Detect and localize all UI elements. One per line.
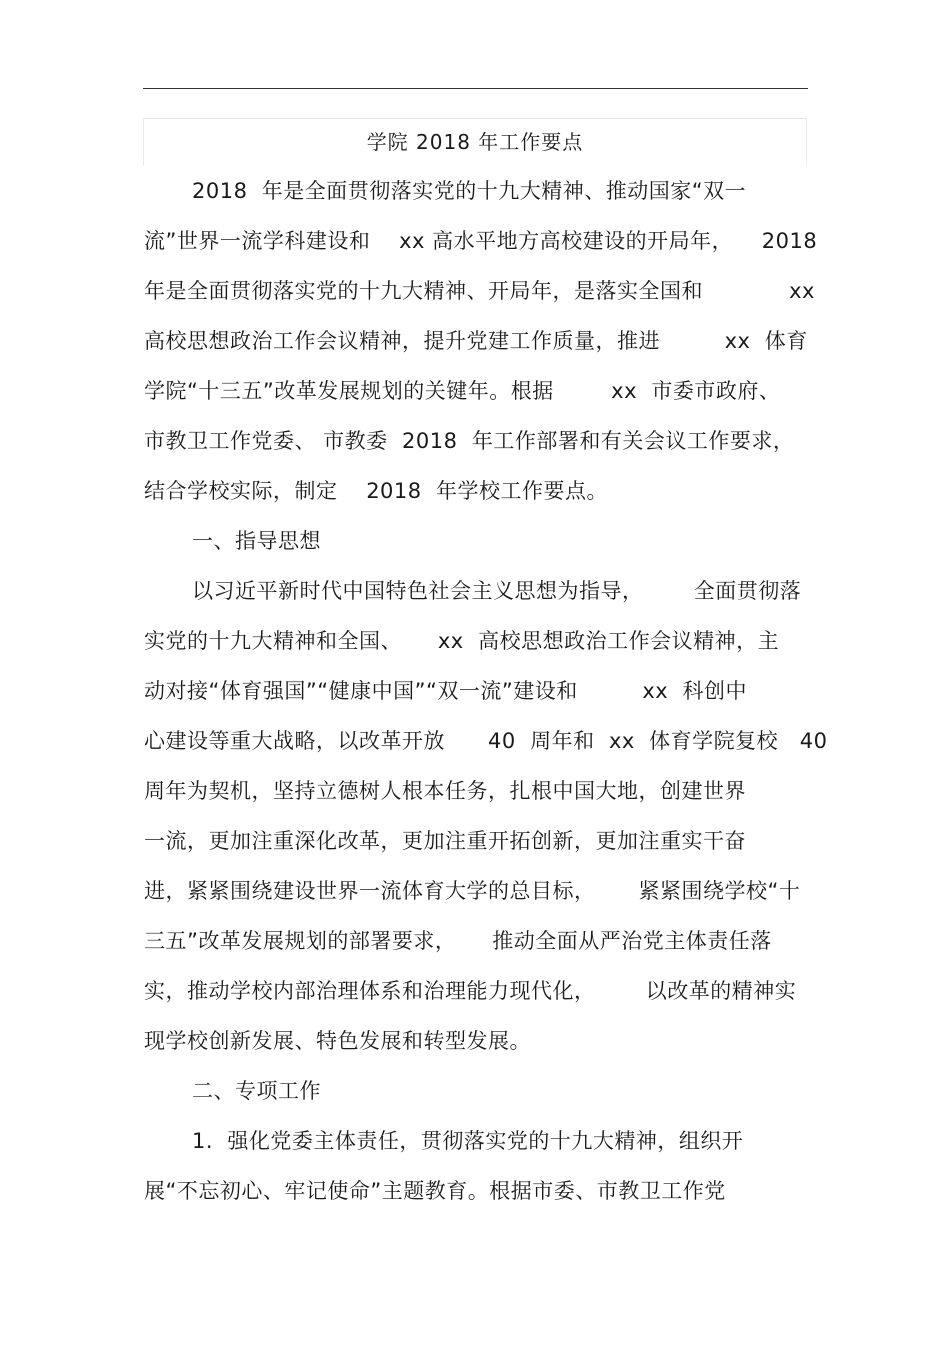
paragraph-line: 展“不忘初心、牢记使命”主题教育。根据市委、市教卫工作党 xyxy=(144,1179,726,1203)
paragraph-line: 市教卫工作党委、 市教委 2018 年工作部署和有关会议工作要求， xyxy=(144,429,795,453)
paragraph-line: 周年为契机，坚持立德树人根本任务，扎根中国大地，创建世界 xyxy=(144,779,746,803)
section-heading: 一、指导思想 xyxy=(192,529,321,553)
paragraph-line: 心建设等重大战略，以改革开放 40 周年和 xx 体育学院复校 40 xyxy=(144,729,828,753)
paragraph-line: 学院“十三五”改革发展规划的关键年。根据 xx 市委市政府、 xyxy=(144,379,781,403)
paragraph-line: 实，推动学校内部治理体系和治理能力现代化， 以改革的精神实 xyxy=(144,979,797,1003)
paragraph-line: 1. 强化党委主体责任，贯彻落实党的十九大精神，组织开 xyxy=(192,1129,744,1153)
paragraph-line: 一流，更加注重深化改革，更加注重开拓创新，更加注重实干奋 xyxy=(144,829,746,853)
paragraph-line: 进，紧紧围绕建设世界一流体育大学的总目标， 紧紧围绕学校“十 xyxy=(144,879,801,903)
paragraph-line: 以习近平新时代中国特色社会主义思想为指导， 全面贯彻落 xyxy=(192,579,802,603)
paragraph-line: 实党的十九大精神和全国、 xx 高校思想政治工作会议精神，主 xyxy=(144,629,780,653)
paragraph-line: 年是全面贯彻落实党的十九大精神、开局年，是落实全国和 xx xyxy=(144,279,815,303)
document-title: 学院 2018 年工作要点 xyxy=(366,130,584,154)
paragraph-line: 高校思想政治工作会议精神，提升党建工作质量，推进 xx 体育 xyxy=(144,329,808,353)
paragraph-line: 结合学校实际，制定 2018 年学校工作要点。 xyxy=(144,479,608,503)
header-rule xyxy=(143,88,808,89)
paragraph-line: 流”世界一流学科建设和 xx 高水平地方高校建设的开局年， 2018 xyxy=(144,229,818,253)
paragraph-line: 现学校创新发展、特色发展和转型发展。 xyxy=(144,1029,531,1053)
paragraph-line: 动对接“体育强国”“健康中国”“双一流”建设和 xx 科创中 xyxy=(144,679,748,703)
paragraph-line: 2018 年是全面贯彻落实党的十九大精神、推动国家“双一 xyxy=(192,179,747,203)
paragraph-line: 三五”改革发展规划的部署要求， 推动全面从严治党主体责任落 xyxy=(144,929,772,953)
section-heading: 二、专项工作 xyxy=(192,1079,321,1103)
